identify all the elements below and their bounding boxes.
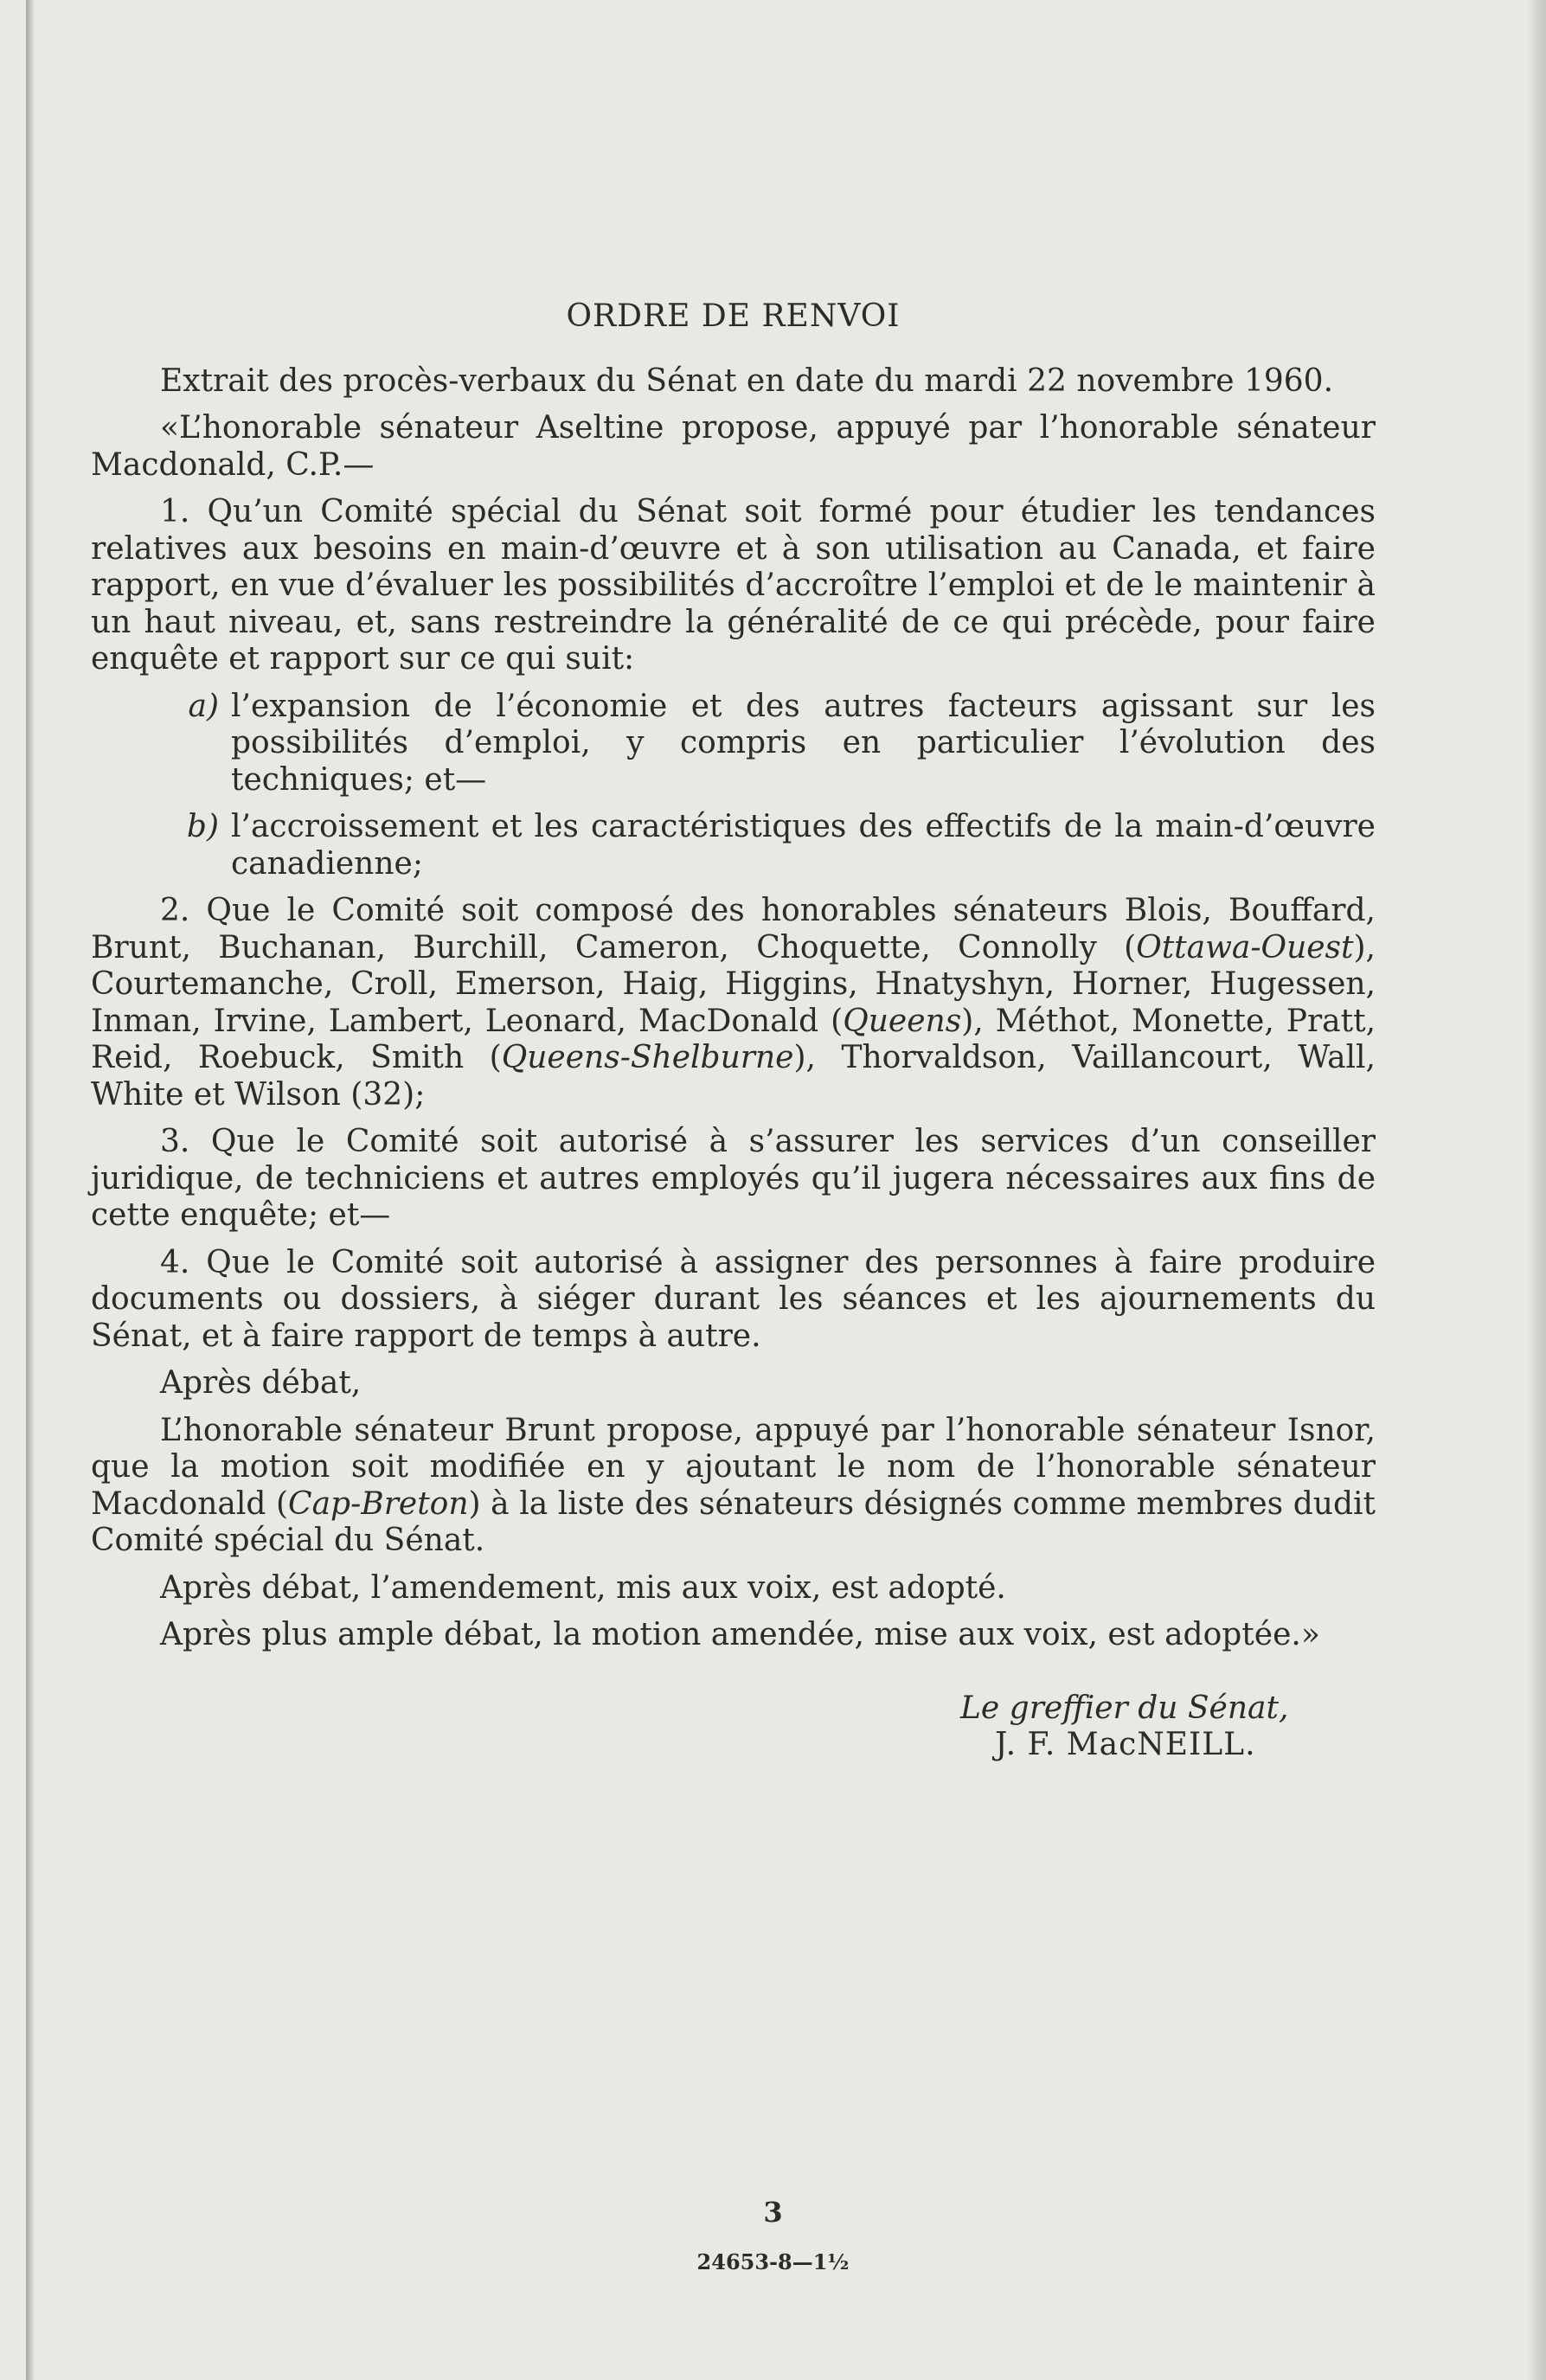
sub-item-a-label: a) — [188, 688, 219, 724]
signature-name: J. F. MacNEILL. — [995, 1727, 1256, 1762]
item-2-italic-3: Queens-Shelburne — [501, 1040, 794, 1075]
page-number: 3 — [763, 2196, 783, 2229]
amendment-text-1: L’honorable sénateur Brunt propose, appuyé par l’honorable sénateur Isnor, que la motion soit modifiée en y ajoutant le nom de l’honorable sénateur Macdonald ( — [91, 1412, 1376, 1522]
document-body — [91, 298, 1376, 1764]
sub-item-a — [91, 689, 1376, 799]
signature-block — [960, 1690, 1376, 1764]
item-2-text-2: ), Courtemanche, Croll, Emerson, Haig, Higgins, Hnatyshyn, Horner, Hugessen, Inman, Irvine, Lambert, Leonard, MacDonald ( — [91, 929, 1376, 1039]
motion-adopted-line: Après plus ample débat, la motion amendée, mise aux voix, est adoptée.» — [160, 1617, 1320, 1652]
item-2-paragraph — [91, 893, 1376, 1113]
item-1-paragraph: 1. Qu’un Comité spécial du Sénat soit formé pour étudier les tendances relatives aux besoins en main-d’œuvre et à son utilisation au Canada, et faire rapport, en vue d’évaluer les possibilités d’accroître l’emploi et de le maintenir à un haut niveau, et, sans restreindre la généralité de ce qui précède, pour faire enquête et rapport sur ce qui suit: — [91, 494, 1376, 677]
intro-paragraph: Extrait des procès-verbaux du Sénat en date du mardi 22 novembre 1960. — [160, 362, 1334, 399]
amendment-text-2: ) à la liste des sénateurs désignés comme membres dudit Comité spécial du Sénat. — [91, 1485, 1376, 1558]
item-2-italic-2: Queens — [843, 1003, 962, 1039]
signature-title: Le greffier du Sénat, — [960, 1690, 1289, 1726]
sub-item-b-text: l’accroissement et les caractéristiques des effectifs de la main-d’œuvre canadienne; — [231, 809, 1376, 882]
item-2-text-3: ), Méthot, Monette, Pratt, Reid, Roebuck, Smith ( — [91, 1003, 1376, 1075]
item-2-text-1: 2. Que le Comité soit composé des honorables sénateurs Blois, Bouffard, Brunt, Buchanan, Burchill, Cameron, Choquette, Connolly ( — [91, 893, 1376, 965]
sub-item-b — [91, 809, 1376, 882]
apres-debat-line: Après débat, — [160, 1365, 362, 1401]
amendment-paragraph — [91, 1413, 1376, 1560]
page-right-edge — [1527, 0, 1546, 2380]
sub-item-b-label: b) — [186, 809, 219, 844]
motion-opening: «L’honorable sénateur Aseltine propose, appuyé par l’honorable sénateur Macdonald, C.P.— — [91, 410, 1376, 483]
sub-item-a-text: l’expansion de l’économie et des autres facteurs agissant sur les possibilités d’emploi, y compris en particulier l’évolution des techniques; et— — [231, 688, 1376, 798]
item-2-italic-1: Ottawa-Ouest — [1136, 929, 1354, 965]
amendment-adopted-line: Après débat, l’amendement, mis aux voix, est adopté. — [160, 1569, 1006, 1606]
printer-code: 24653-8—1½ — [696, 2249, 850, 2274]
item-4-paragraph: 4. Que le Comité soit autorisé à assigner des personnes à faire produire documents ou dossiers, à siéger durant les séances et les ajournements du Sénat, et à faire rapport de temps à autre. — [91, 1244, 1376, 1354]
amendment-italic: Cap-Breton — [288, 1485, 469, 1522]
item-3-paragraph: 3. Que le Comité soit autorisé à s’assurer les services d’un conseiller juridique, de techniciens et autres employés qu’il jugera nécessaires aux fins de cette enquête; et— — [91, 1124, 1376, 1233]
page-binding-edge — [26, 0, 35, 2380]
document-title: ORDRE DE RENVOI — [566, 298, 901, 334]
item-2-text-4: ), Thorvaldson, Vaillancourt, Wall, White et Wilson (32); — [91, 1040, 1376, 1113]
